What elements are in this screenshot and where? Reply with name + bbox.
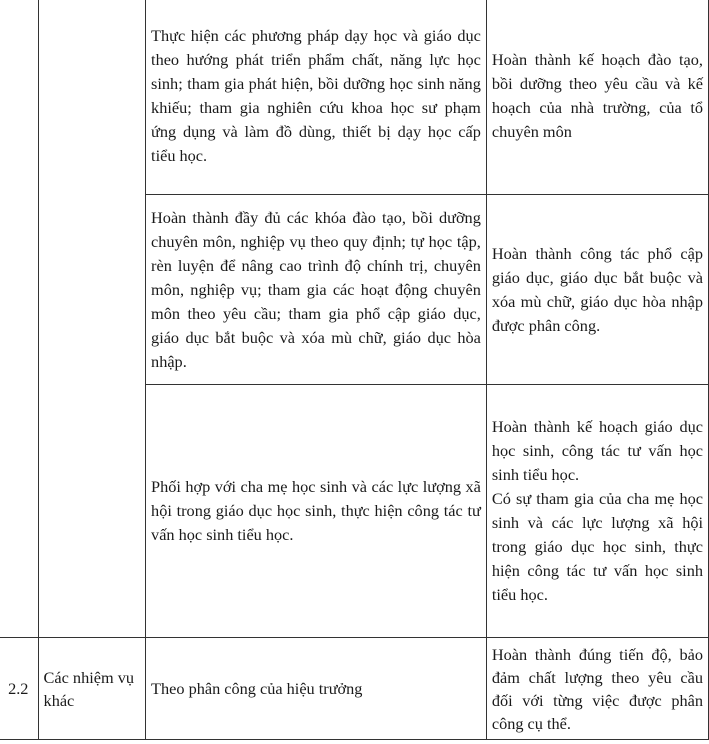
- result-text-1: Hoàn thành kế hoạch giáo dục học sinh, công tác tư vấn học sinh tiểu học.: [491, 417, 703, 484]
- table-row: [0, 0, 709, 195]
- task-cell: Các nhiệm vụ khác: [38, 638, 146, 740]
- content-cell: Theo phân công của hiệu trưởng: [146, 638, 487, 740]
- number-cell: [0, 0, 38, 638]
- table-row: [0, 638, 709, 740]
- number-cell: 2.2: [0, 638, 38, 740]
- result-cell: [486, 385, 708, 638]
- task-cell: [38, 0, 146, 638]
- result-text-2: Có sự tham gia của cha mẹ học sinh và các lực lượng xã hội trong giáo dục học sinh, thực hiện công tác tư vấn học sinh tiểu học.: [491, 489, 703, 604]
- result-cell: Hoàn thành công tác phổ cập giáo dục, giáo dục bắt buộc và xóa mù chữ, giáo dục hòa nhập được phân công.: [486, 195, 708, 385]
- result-cell: Hoàn thành kế hoạch đào tạo, bồi dưỡng theo yêu cầu và kế hoạch của nhà trường, của tổ chuyên môn: [486, 0, 708, 195]
- content-cell: Thực hiện các phương pháp dạy học và giáo dục theo hướng phát triển phẩm chất, năng lực học sinh; tham gia phát hiện, bồi dưỡng học sinh năng khiếu; tham gia nghiên cứu khoa học sư phạm ứng dụng và làm đồ dùng, thiết bị dạy học cấp tiểu học.: [146, 0, 487, 195]
- content-cell: Phối hợp với cha mẹ học sinh và các lực lượng xã hội trong giáo dục học sinh, thực hiện công tác tư vấn học sinh tiểu học.: [146, 385, 487, 638]
- result-cell: Hoàn thành đúng tiến độ, bảo đảm chất lượng theo yêu cầu đối với từng việc được phân công cụ thể.: [486, 638, 708, 740]
- content-cell: Hoàn thành đầy đủ các khóa đào tạo, bồi dưỡng chuyên môn, nghiệp vụ theo quy định; tự học tập, rèn luyện để nâng cao trình độ chính trị, chuyên môn, nghiệp vụ; tham gia các hoạt động chuyên môn theo yêu cầu; tham gia phổ cập giáo dục, giáo dục bắt buộc và xóa mù chữ, giáo dục hòa nhập.: [146, 195, 487, 385]
